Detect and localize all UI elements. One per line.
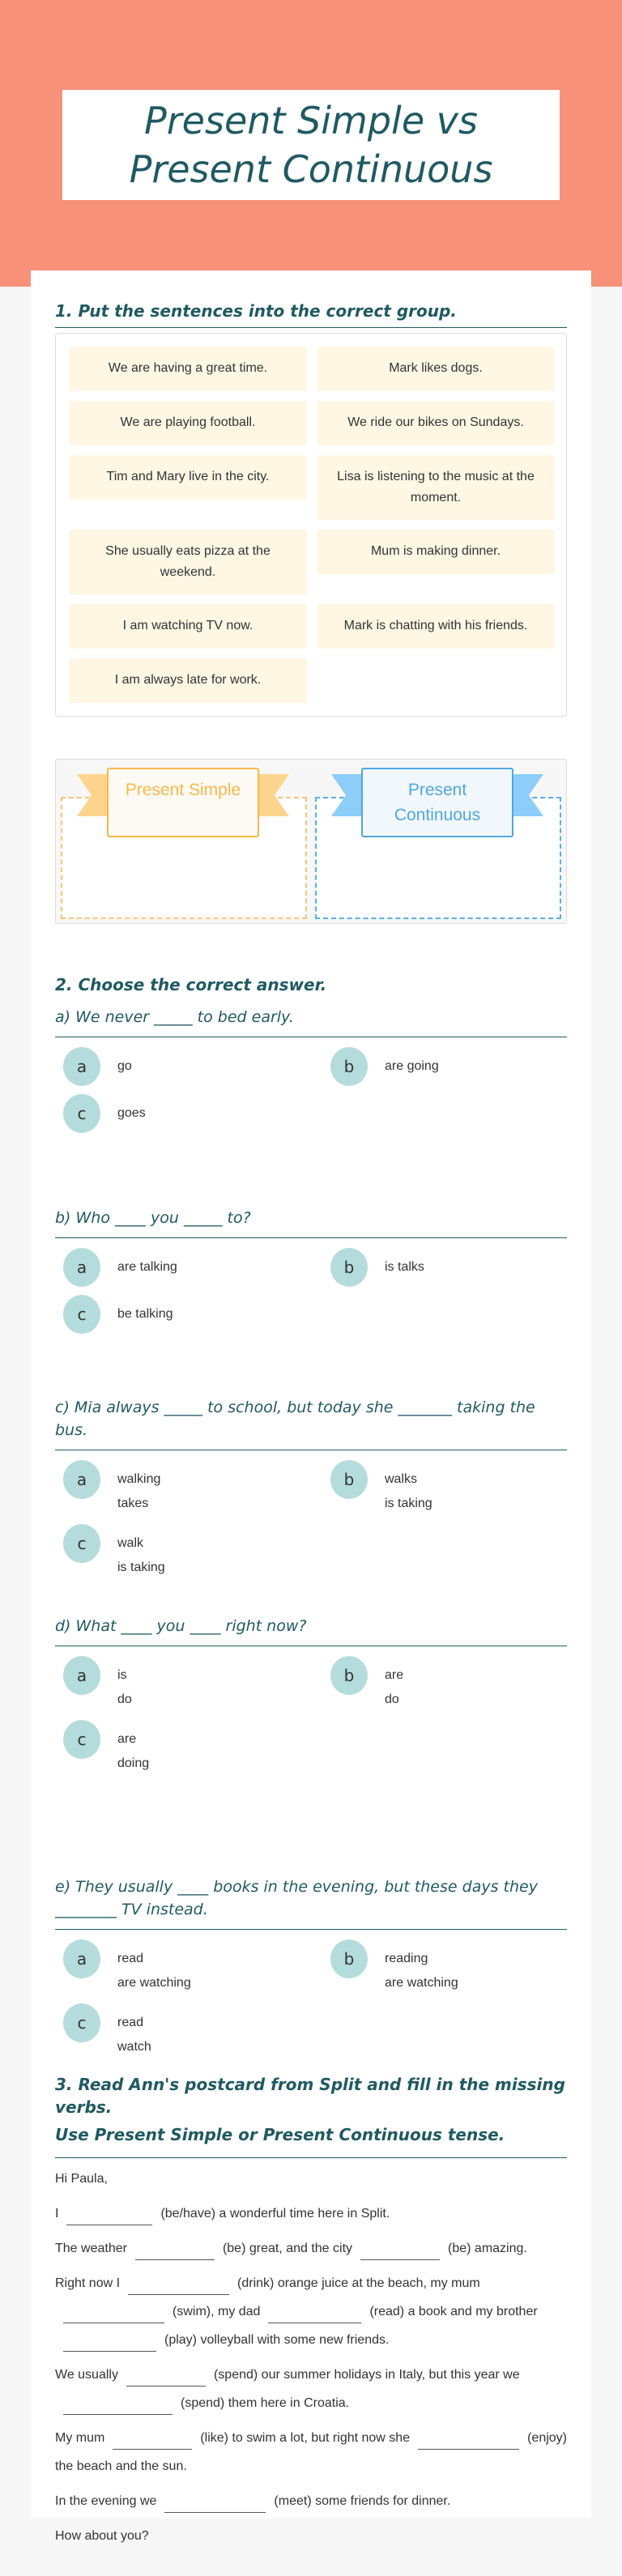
answer-blank[interactable]	[360, 2242, 440, 2260]
question-c	[55, 1396, 567, 1580]
option-c[interactable]	[63, 1094, 330, 1133]
sentence-tile[interactable]: Lisa is listening to the music at the moment.	[317, 455, 555, 520]
option-a[interactable]	[63, 1460, 330, 1516]
option-letter-badge[interactable]: c	[63, 1524, 100, 1563]
sentence-tile[interactable]: Tim and Mary live in the city.	[69, 455, 307, 500]
answer-blank[interactable]	[63, 2306, 164, 2323]
text: (spend) them here in Croatia.	[181, 2396, 350, 2410]
option-text	[117, 1248, 177, 1279]
question-text: e) They usually ____ books in the evening, but these days they ________ TV instead.	[55, 1876, 567, 1930]
sentence-bank	[55, 333, 567, 717]
option-text	[117, 2003, 151, 2059]
option-text	[385, 1939, 458, 1995]
question-text: c) Mia always _____ to school, but today she _______ taking the bus.	[55, 1396, 567, 1450]
options-list	[55, 1248, 567, 1334]
option-text	[117, 1524, 165, 1580]
option-letter-badge[interactable]: a	[63, 1047, 100, 1086]
option-text	[385, 1656, 403, 1712]
answer-blank[interactable]	[268, 2306, 361, 2323]
option-line: takes	[117, 1497, 149, 1510]
page-title: Present Simple vs Present Continuous	[129, 99, 493, 191]
text: (like) to swim a lot, but right now she	[200, 2431, 411, 2445]
option-line: is taking	[117, 1561, 165, 1574]
option-c[interactable]	[63, 1720, 330, 1776]
option-line: is talks	[385, 1260, 424, 1274]
text: (be/have) a wonderful time here in Split.	[160, 2207, 390, 2220]
answer-blank[interactable]	[418, 2432, 519, 2450]
option-line: goes	[117, 1106, 146, 1120]
postcard-line	[55, 2269, 567, 2354]
option-line: are going	[385, 1059, 439, 1073]
option-text	[385, 1460, 432, 1516]
option-line: walking	[117, 1472, 161, 1486]
option-text	[385, 1047, 439, 1079]
sentence-tile[interactable]: I am watching TV now.	[69, 604, 307, 649]
option-line: be talking	[117, 1307, 173, 1321]
question-d	[55, 1615, 567, 1776]
option-text	[117, 1047, 132, 1079]
question-text: b) Who ____ you _____ to?	[55, 1207, 567, 1238]
section1-heading: 1. Put the sentences into the correct group.	[55, 300, 567, 328]
option-b[interactable]	[330, 1656, 573, 1712]
option-letter-badge[interactable]: a	[63, 1656, 100, 1695]
option-letter-badge[interactable]: a	[63, 1248, 100, 1287]
option-letter-badge[interactable]: a	[63, 1460, 100, 1499]
options-list	[55, 1939, 567, 2059]
category-area	[55, 759, 567, 924]
option-b[interactable]	[330, 1460, 573, 1516]
text: We usually	[55, 2368, 118, 2382]
section2-heading: 2. Choose the correct answer.	[55, 975, 327, 994]
sentence-tile[interactable]: I am always late for work.	[69, 658, 307, 703]
option-line: are watching	[117, 1976, 191, 1990]
option-text	[117, 1094, 146, 1126]
option-line: are watching	[385, 1976, 458, 1990]
text: Right now I	[55, 2276, 121, 2290]
option-a[interactable]	[63, 1047, 330, 1086]
answer-blank[interactable]	[128, 2277, 229, 2295]
sentence-tile[interactable]: We are playing football.	[69, 401, 307, 445]
answer-blank[interactable]	[63, 2397, 173, 2415]
option-line: read	[117, 1952, 144, 1965]
option-letter-badge[interactable]: c	[63, 2003, 100, 2042]
text: (drink) orange juice at the beach, my mum	[237, 2276, 480, 2290]
question-text: a) We never _____ to bed early.	[55, 1006, 567, 1037]
option-text	[117, 1460, 160, 1516]
title-box	[62, 90, 560, 200]
option-letter-badge[interactable]: a	[63, 1939, 100, 1978]
option-letter-badge[interactable]: c	[63, 1094, 100, 1133]
option-b[interactable]	[330, 1248, 573, 1287]
postcard-line	[55, 2199, 567, 2228]
option-text	[117, 1295, 173, 1326]
text: My mum	[55, 2431, 105, 2445]
question-text: d) What ____ you ____ right now?	[55, 1615, 567, 1646]
greeting: Hi Paula,	[55, 2172, 108, 2186]
option-a[interactable]	[63, 1939, 330, 1995]
option-line: walks	[385, 1472, 418, 1486]
option-line: doing	[117, 1756, 150, 1770]
text: (enjoy) the beach and the sun.	[55, 2431, 567, 2473]
option-c[interactable]	[63, 2003, 330, 2059]
category-label-present-simple: Present Simple	[107, 768, 259, 837]
text: (spend) our summer holidays in Italy, but this year we	[213, 2368, 520, 2382]
option-letter-badge[interactable]: c	[63, 1295, 100, 1334]
options-list	[55, 1460, 567, 1580]
text: The weather	[55, 2242, 127, 2255]
sentence-tile[interactable]: Mum is making dinner.	[317, 530, 555, 574]
postcard-line	[55, 2361, 567, 2417]
option-text	[117, 1939, 191, 1995]
option-line: go	[117, 1059, 132, 1073]
question-b	[55, 1207, 567, 1334]
sentence-tile[interactable]: We ride our bikes on Sundays.	[317, 401, 555, 445]
option-line: are	[385, 1668, 404, 1682]
option-letter-badge[interactable]: b	[330, 1939, 368, 1978]
text: (meet) some friends for dinner.	[274, 2494, 451, 2508]
answer-blank[interactable]	[135, 2242, 215, 2260]
section3-heading: 3. Read Ann's postcard from Split and fill in the missing verbs.	[55, 2075, 565, 2117]
text: I	[55, 2207, 59, 2220]
option-text	[117, 1656, 132, 1712]
postcard-line	[55, 2487, 567, 2515]
sentence-tile[interactable]: Mark is chatting with his friends.	[317, 604, 555, 649]
option-line: is taking	[385, 1497, 432, 1510]
option-line: do	[117, 1692, 132, 1706]
option-line: is	[117, 1668, 127, 1682]
postcard-line	[55, 2424, 567, 2480]
sentence-tile[interactable]: Mark likes dogs.	[317, 347, 555, 391]
option-line: are	[117, 1732, 137, 1746]
option-line: read	[117, 2016, 144, 2029]
answer-blank[interactable]	[66, 2208, 152, 2225]
option-line: do	[385, 1692, 399, 1706]
option-line: watch	[117, 2040, 151, 2054]
text: In the evening we	[55, 2494, 157, 2508]
sentence-tile[interactable]: She usually eats pizza at the weekend.	[69, 530, 307, 594]
postcard-text	[55, 2165, 567, 2550]
header-banner	[0, 0, 622, 287]
closing: How about you?	[55, 2529, 149, 2543]
text: (swim), my dad	[173, 2305, 261, 2318]
option-letter-badge[interactable]: b	[330, 1460, 368, 1499]
postcard-line	[55, 2234, 567, 2263]
text: (be) great, and the city	[222, 2242, 353, 2255]
answer-blank[interactable]	[126, 2369, 206, 2387]
question-a	[55, 1006, 567, 1133]
category-label-present-continuous: Present Continuous	[361, 768, 513, 837]
option-letter-badge[interactable]: c	[63, 1720, 100, 1759]
question-e	[55, 1876, 567, 2059]
option-c[interactable]	[63, 1295, 330, 1334]
answer-blank[interactable]	[164, 2495, 266, 2513]
option-line: reading	[385, 1952, 428, 1965]
ribbon-icon	[331, 774, 364, 816]
text: (read) a book and my brother	[369, 2305, 538, 2318]
ribbon-icon	[257, 774, 289, 816]
option-line: are talking	[117, 1260, 177, 1274]
option-a[interactable]	[63, 1248, 330, 1287]
option-b[interactable]	[330, 1939, 573, 1995]
option-a[interactable]	[63, 1656, 330, 1712]
answer-blank[interactable]	[63, 2334, 156, 2352]
text: (play) volleyball with some new friends.	[164, 2333, 390, 2347]
answer-blank[interactable]	[113, 2432, 192, 2450]
section3-subheading: Use Present Simple or Present Continuous tense.	[55, 2123, 567, 2158]
option-b[interactable]	[330, 1047, 573, 1086]
sentence-tile[interactable]: We are having a great time.	[69, 347, 307, 391]
ribbon-icon	[511, 774, 543, 816]
option-letter-badge[interactable]: b	[330, 1656, 368, 1695]
option-text	[117, 1720, 149, 1776]
ribbon-icon	[77, 774, 109, 816]
text: (be) amazing.	[448, 2242, 527, 2255]
worksheet-card	[31, 270, 591, 2543]
options-list	[55, 1047, 567, 1133]
option-letter-badge[interactable]: b	[330, 1248, 368, 1287]
option-c[interactable]	[63, 1524, 330, 1580]
option-letter-badge[interactable]: b	[330, 1047, 368, 1086]
option-line: walk	[117, 1536, 144, 1550]
options-list	[55, 1656, 567, 1776]
option-text	[385, 1248, 424, 1279]
